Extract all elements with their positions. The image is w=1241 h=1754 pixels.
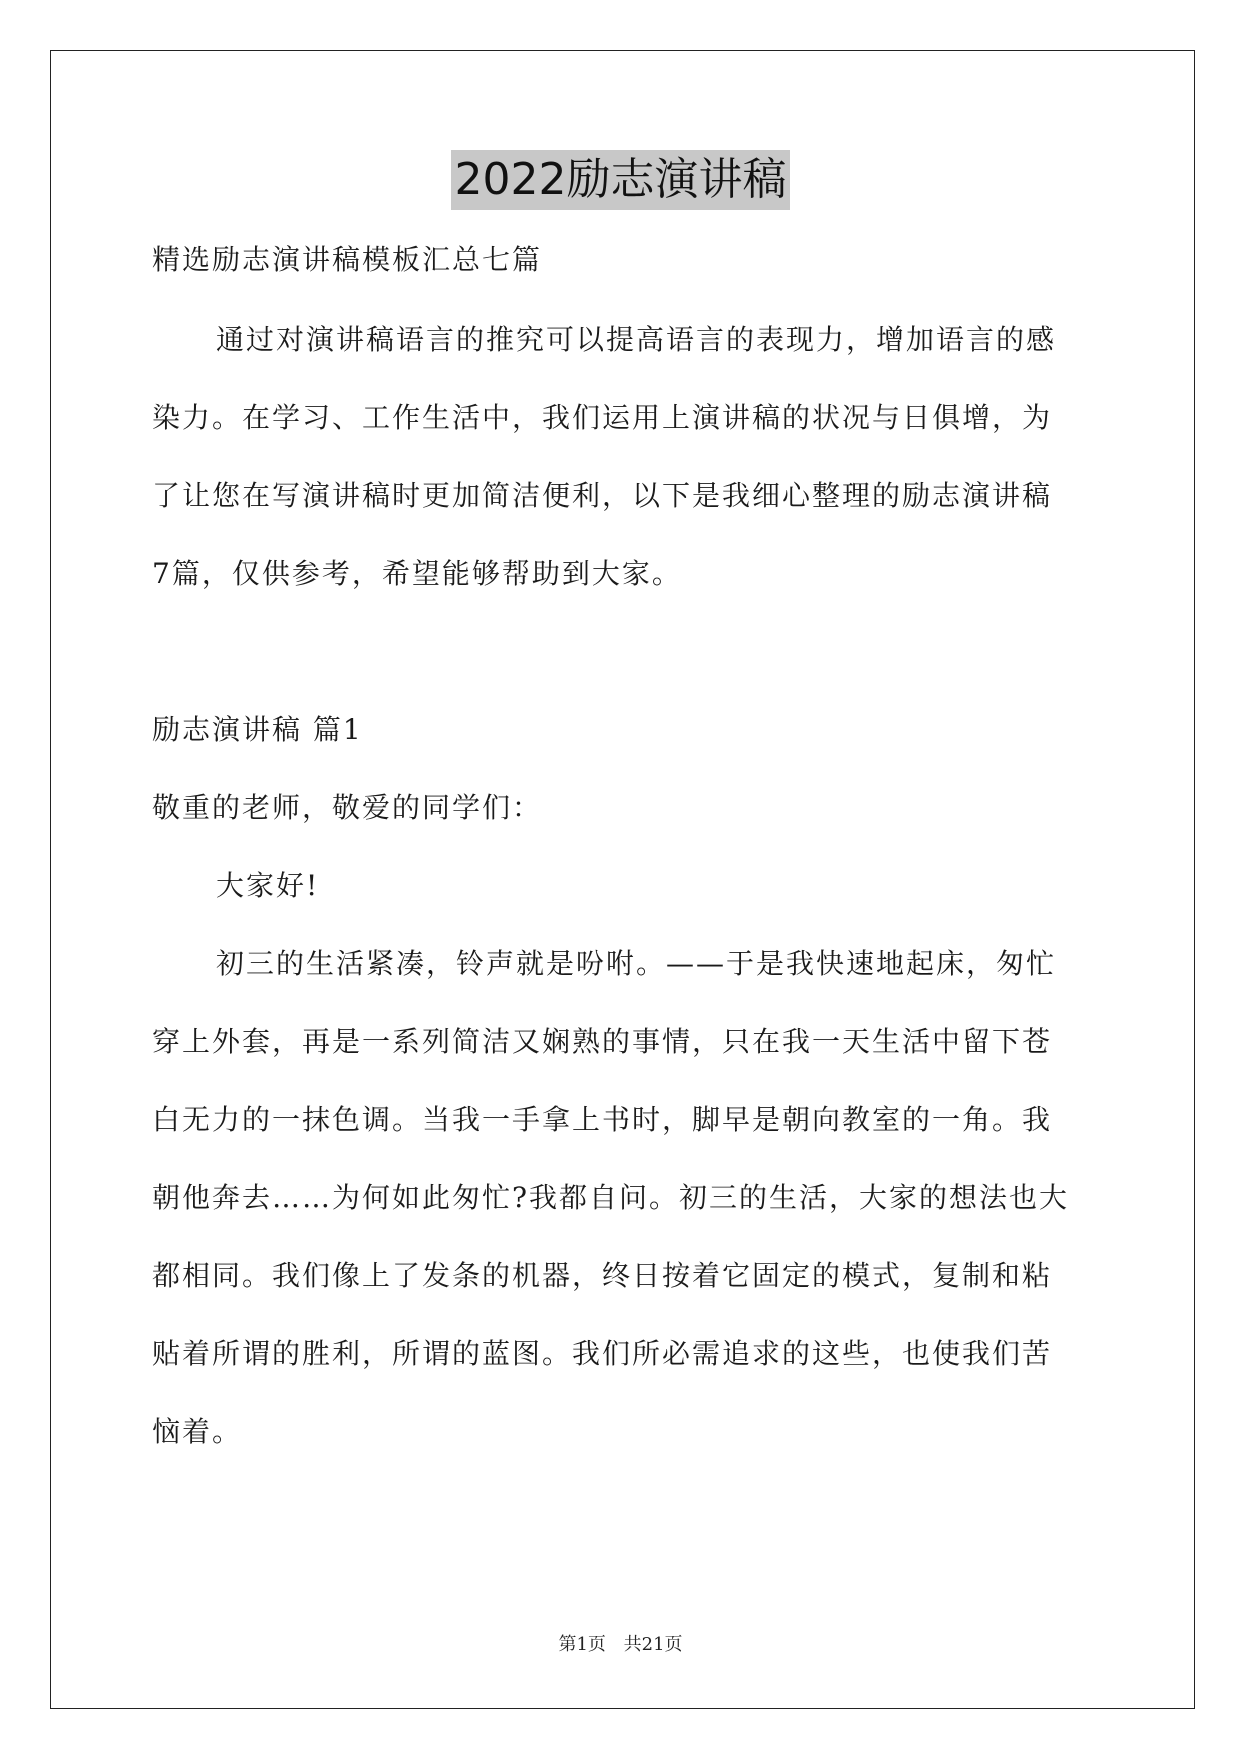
subtitle: 精选励志演讲稿模板汇总七篇 — [152, 243, 543, 276]
title-wrap — [0, 150, 1241, 210]
body-line: 白无力的一抹色调。当我一手拿上书时，脚早是朝向教室的一角。我 — [152, 1103, 1053, 1136]
intro-line: 通过对演讲稿语言的推究可以提高语言的表现力，增加语言的感 — [216, 323, 1057, 356]
body-line: 初三的生活紧凑，铃声就是吩咐。——于是我快速地起床，匆忙 — [216, 947, 1057, 980]
page-footer — [0, 1630, 1241, 1656]
body-line: 朝他奔去……为何如此匆忙?我都自问。初三的生活，大家的想法也大 — [152, 1181, 1070, 1214]
body-line: 都相同。我们像上了发条的机器，终日按着它固定的模式，复制和粘 — [152, 1259, 1053, 1292]
document-title: 2022励志演讲稿 — [451, 150, 791, 210]
body-line: 贴着所谓的胜利，所谓的蓝图。我们所必需追求的这些，也使我们苦 — [152, 1337, 1053, 1370]
intro-line: 染力。在学习、工作生活中，我们运用上演讲稿的状况与日俱增，为 — [152, 401, 1053, 434]
body-line: 穿上外套，再是一系列简洁又娴熟的事情，只在我一天生活中留下苍 — [152, 1025, 1053, 1058]
greeting: 大家好! — [216, 869, 320, 902]
section-heading: 励志演讲稿 篇1 — [152, 713, 363, 746]
salutation: 敬重的老师，敬爱的同学们： — [152, 791, 543, 824]
intro-line: 了让您在写演讲稿时更加简洁便利，以下是我细心整理的励志演讲稿 — [152, 479, 1053, 512]
intro-line: 7篇，仅供参考，希望能够帮助到大家。 — [152, 557, 682, 590]
page-total: 共21页 — [623, 1634, 683, 1655]
page-number: 第1页 — [558, 1634, 606, 1655]
body-line: 恼着。 — [152, 1415, 243, 1448]
